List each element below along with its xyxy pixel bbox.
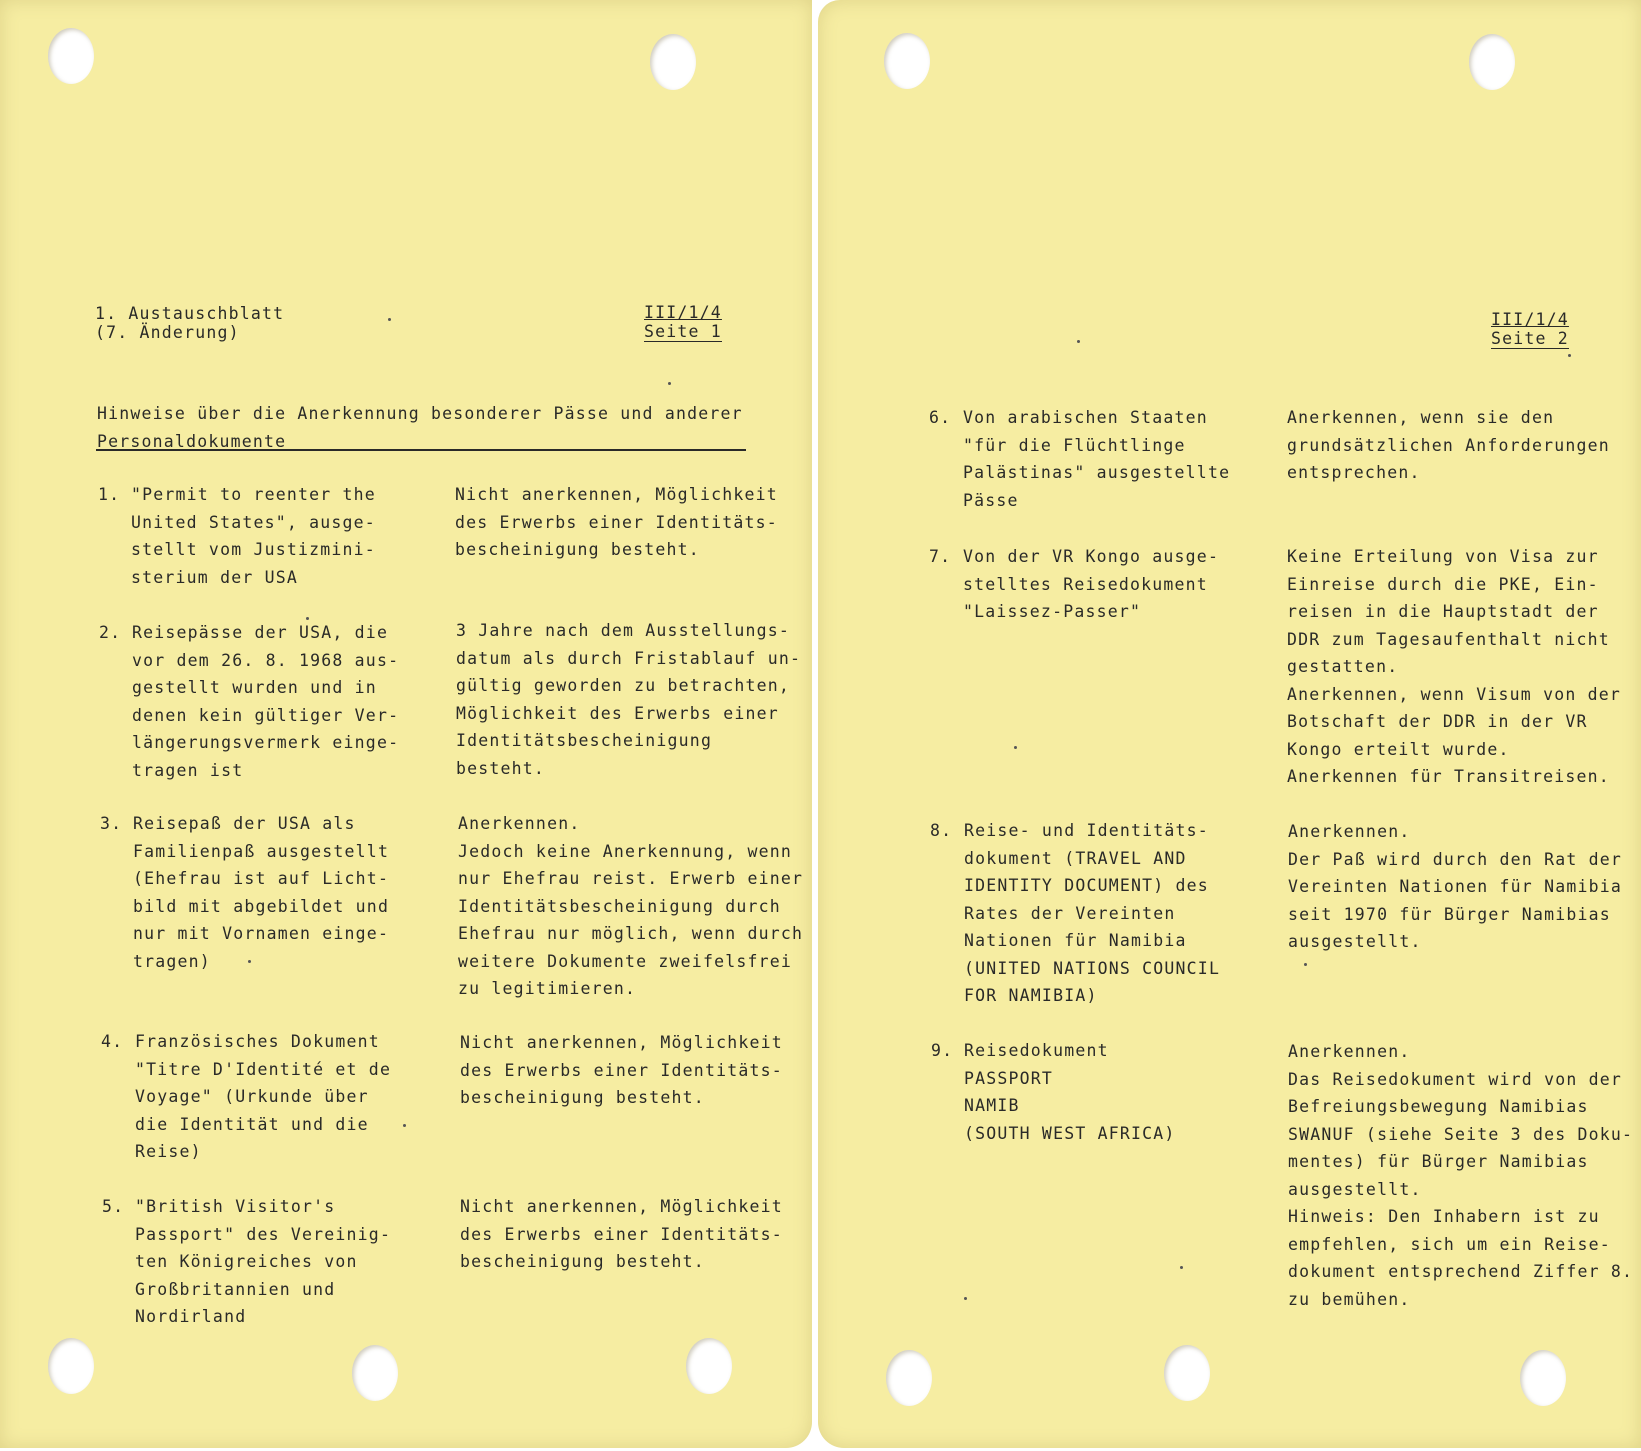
speck <box>668 382 671 385</box>
entry-ruling: Anerkennen. Jedoch keine Anerkennung, wenn nur Ehefrau reist. Erwerb einer Identitätsbescheinigung durch Ehefrau nur möglich, wenn durch weitere Dokumente zweifelsfrei zu legitimieren. <box>458 814 804 998</box>
punch-hole <box>884 33 930 89</box>
punch-hole <box>48 28 94 84</box>
entry-document: Französisches Dokument "Titre D'Identité et de Voyage" (Urkunde über die Identität und die Reise) <box>135 1032 392 1161</box>
punch-hole <box>1469 34 1515 90</box>
document-title-continued: Personaldokumente <box>97 432 287 451</box>
entry-document: Von arabischen Staaten "für die Flüchtlinge Palästinas" ausgestellte Pässe <box>963 408 1231 510</box>
document-title: Hinweise über die Anerkennung besonderer Pässe und anderer <box>97 404 743 423</box>
entry-number: 9. <box>931 1041 954 1060</box>
entry-document: Reisepässe der USA, die vor dem 26. 8. 1968 aus- gestellt wurden und in denen kein gültiger Ver- längerungsvermerk einge- tragen ist <box>132 623 400 780</box>
entry-document: "Permit to reenter the United States", ausge- stellt vom Justizmini- sterium der USA <box>131 485 376 587</box>
entry-ruling: Nicht anerkennen, Möglichkeit des Erwerbs einer Identitäts- bescheinigung besteht. <box>460 1197 783 1271</box>
speck <box>403 1124 406 1127</box>
entry-ruling: Anerkennen. Das Reisedokument wird von der Befreiungsbewegung Namibias SWANUF (siehe Seite 3 des Doku- mentes) für Bürger Namibias ausgestellt. Hinweis: Den Inhabern ist zu empfehlen, sich um ein Reise- dokument entsprechend Ziffer 8. zu bemühen. <box>1288 1042 1634 1309</box>
entry-number: 6. <box>929 408 952 427</box>
entry-document: Reise- und Identitäts- dokument (TRAVEL AND IDENTITY DOCUMENT) des Rates der Vereinten Nationen für Namibia (UNITED NATIONS COUNCIL FOR NAMIBIA) <box>964 821 1221 1005</box>
page-label: Seite 2 <box>1491 329 1569 348</box>
page-label: Seite 1 <box>644 322 722 341</box>
punch-hole <box>686 1338 732 1394</box>
entry-number: 7. <box>929 547 952 566</box>
page-code: III/1/4 <box>644 303 722 322</box>
punch-hole <box>650 34 696 90</box>
title-underline <box>96 449 746 451</box>
speck <box>1014 746 1017 749</box>
entry-ruling: Anerkennen. Der Paß wird durch den Rat der Vereinten Nationen für Namibia seit 1970 für Bürger Namibias ausgestellt. <box>1288 822 1623 951</box>
punch-hole <box>1164 1345 1210 1401</box>
speck <box>1568 354 1571 357</box>
speck <box>248 960 251 963</box>
speck <box>306 617 309 620</box>
entry-number: 4. <box>101 1032 124 1051</box>
entry-ruling: Nicht anerkennen, Möglichkeit des Erwerbs einer Identitäts- bescheinigung besteht. <box>455 485 778 559</box>
entry-ruling: Nicht anerkennen, Möglichkeit des Erwerbs einer Identitäts- bescheinigung besteht. <box>460 1033 783 1107</box>
punch-hole <box>48 1338 94 1394</box>
entry-ruling: 3 Jahre nach dem Ausstellungs- datum als durch Fristablauf un- gültig geworden zu betrachten, Möglichkeit des Erwerbs einer Identitätsbescheinigung besteht. <box>456 621 802 778</box>
left-card <box>0 0 812 1448</box>
speck <box>1180 1266 1183 1269</box>
punch-hole <box>886 1350 932 1406</box>
entry-document: Reisedokument PASSPORT NAMIB (SOUTH WEST AFRICA) <box>964 1041 1176 1143</box>
entry-number: 5. <box>102 1197 125 1216</box>
speck <box>1304 963 1307 966</box>
punch-hole <box>352 1345 398 1401</box>
page-reference <box>1491 310 1569 349</box>
entry-document: Von der VR Kongo ausge- stelltes Reisedokument "Laissez-Passer" <box>963 547 1220 621</box>
entry-number: 3. <box>100 814 123 833</box>
speck <box>964 1297 967 1300</box>
entry-ruling: Keine Erteilung von Visa zur Einreise durch die PKE, Ein- reisen in die Hauptstadt der DDR zum Tagesaufenthalt nicht gestatten. Anerkennen, wenn Visum von der Botschaft der DDR in der VR Kongo erteilt wurde. Anerkennen für Transitreisen. <box>1287 547 1622 786</box>
speck <box>1077 340 1080 343</box>
entry-number: 8. <box>930 821 953 840</box>
entry-document: "British Visitor's Passport" des Vereinig- ten Königreiches von Großbritannien und Nordirland <box>135 1197 392 1326</box>
right-card <box>818 0 1641 1448</box>
entry-number: 2. <box>99 623 122 642</box>
amendment-note: (7. Änderung) <box>95 323 240 342</box>
entry-ruling: Anerkennen, wenn sie den grundsätzlichen Anforderungen entsprechen. <box>1287 408 1610 482</box>
page-code: III/1/4 <box>1491 310 1569 329</box>
speck <box>388 318 391 321</box>
entry-number: 1. <box>98 485 121 504</box>
sheet-number: 1. Austauschblatt <box>95 304 285 323</box>
entry-document: Reisepaß der USA als Familienpaß ausgestellt (Ehefrau ist auf Licht- bild mit abgebildet und nur mit Vornamen einge- tragen) <box>133 814 390 971</box>
page-reference <box>644 303 722 342</box>
punch-hole <box>1520 1350 1566 1406</box>
